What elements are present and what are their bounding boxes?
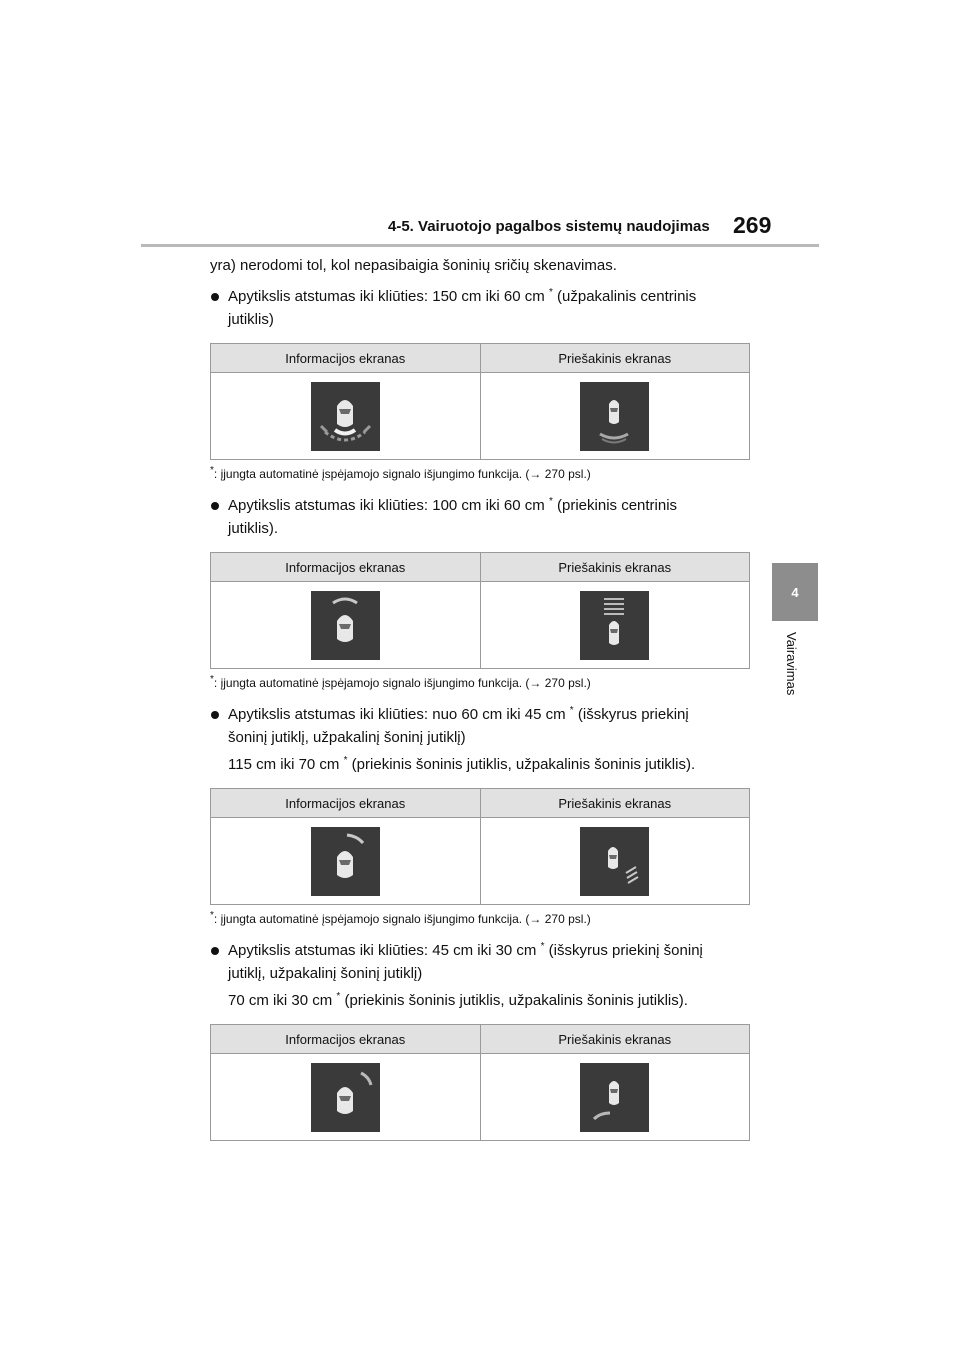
front-center-arc-icon	[311, 591, 380, 660]
indent-text: 115 cm iki 70 cm * (priekinis šoninis jutiklis, užpakalinis šoninis jutiklis).	[228, 755, 696, 773]
footnote: *: įjungta automatinė įspėjamojo signalo išjungimo funkcija. (→ 270 psl.)	[210, 910, 591, 926]
bullet-text: Apytikslis atstumas iki kliūties: 150 cm iki 60 cm * (užpakalinis centrinis jutiklis)	[210, 285, 750, 331]
indent-text: 70 cm iki 30 cm * (priekinis šoninis jutiklis, užpakalinis šoninis jutiklis).	[228, 991, 688, 1009]
rear-center-arcs-icon	[311, 382, 380, 451]
bullet-text: Apytikslis atstumas iki kliūties: nuo 60 cm iki 45 cm * (išskyrus priekinį šoninį jutiklį, užpakalinį šoninį jutiklį)	[210, 703, 750, 749]
section-3	[210, 703, 750, 927]
section-2	[210, 494, 750, 691]
page-number: 269	[733, 212, 772, 238]
footnote: *: įjungta automatinė įspėjamojo signalo išjungimo funkcija. (→ 270 psl.)	[210, 674, 591, 690]
column-header-info: Informacijos ekranas	[211, 553, 481, 582]
column-header-front: Priešakinis ekranas	[480, 553, 750, 582]
column-header-front: Priešakinis ekranas	[480, 789, 750, 818]
intro-paragraph: yra) nerodomi tol, kol nepasibaigia šoninių sričių skenavimas.	[210, 257, 617, 274]
header-divider	[141, 244, 819, 247]
page-content	[210, 254, 750, 1141]
column-header-info: Informacijos ekranas	[211, 344, 481, 373]
bullet-text: Apytikslis atstumas iki kliūties: 100 cm iki 60 cm * (priekinis centrinis jutiklis).	[210, 494, 750, 540]
front-side-arc-icon	[311, 827, 380, 896]
chapter-tab[interactable]	[772, 563, 818, 621]
front-center-bars-icon	[580, 591, 649, 660]
display-table	[210, 1024, 750, 1141]
rear-corner-arc-icon	[580, 1063, 649, 1132]
column-header-info: Informacijos ekranas	[211, 1025, 481, 1054]
display-table	[210, 343, 750, 460]
column-header-info: Informacijos ekranas	[211, 789, 481, 818]
display-table	[210, 788, 750, 905]
column-header-front: Priešakinis ekranas	[480, 1025, 750, 1054]
chapter-label: Vairavimas	[784, 632, 799, 696]
section-4	[210, 939, 750, 1141]
footnote: *: įjungta automatinė įspėjamojo signalo išjungimo funkcija. (→ 270 psl.)	[210, 465, 591, 481]
bullet-text: Apytikslis atstumas iki kliūties: 45 cm iki 30 cm * (išskyrus priekinį šoninį jutiklį, užpakalinį šoninį jutiklį)	[210, 939, 750, 985]
column-header-front: Priešakinis ekranas	[480, 344, 750, 373]
display-table	[210, 552, 750, 669]
front-corner-arc-icon	[311, 1063, 380, 1132]
section-1	[210, 285, 750, 482]
chapter-number: 4	[791, 584, 799, 600]
section-title: 4-5. Vairuotojo pagalbos sistemų naudojimas	[388, 218, 710, 235]
rear-center-arc-icon	[580, 382, 649, 451]
rear-side-bars-icon	[580, 827, 649, 896]
